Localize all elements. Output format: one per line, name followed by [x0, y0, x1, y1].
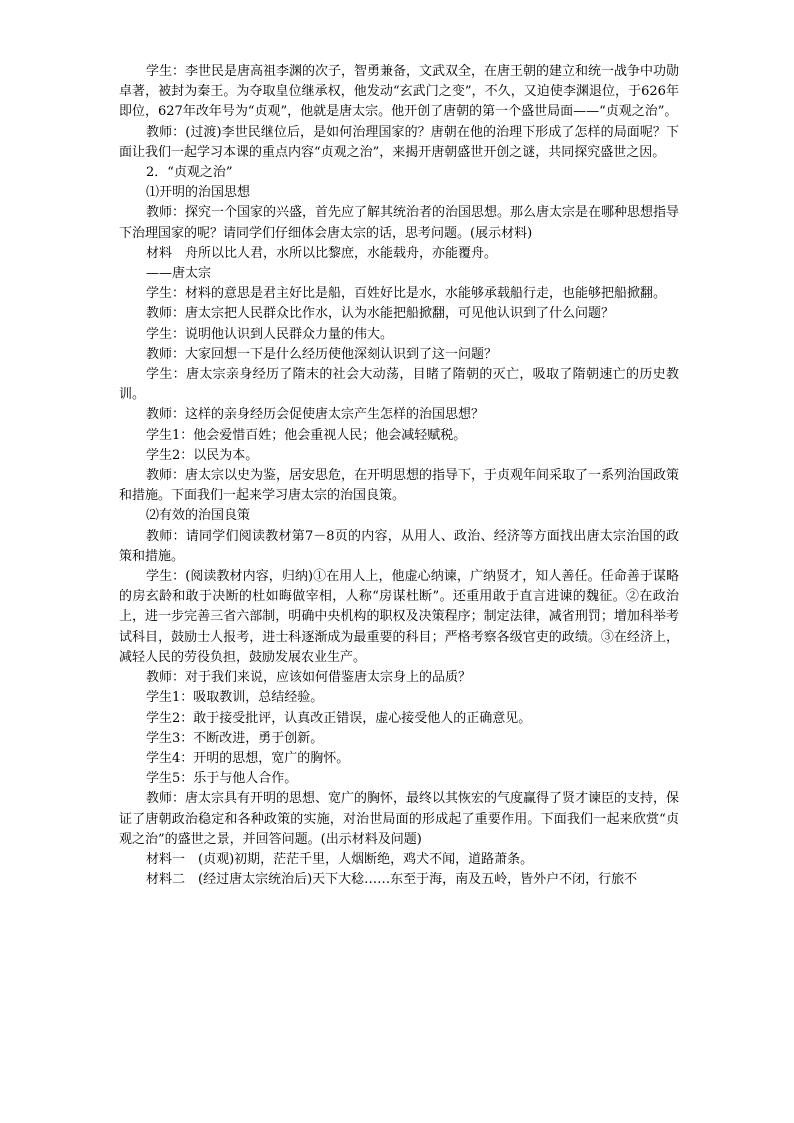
paragraph-teacher-thought: 教师：探究一个国家的兴盛，首先应了解其统治者的治国思想。那么唐太宗是在哪种思想指导下治理国家的呢？请同学们仔细体会唐太宗的话，思考问题。(展示材料): [119, 205, 680, 241]
paragraph-student3-lesson: 学生3：不断改进，勇于创新。: [146, 730, 324, 746]
document-page: [119, 62, 679, 890]
paragraph-student5-lesson: 学生5：乐于与他人合作。: [146, 771, 298, 787]
paragraph-teacher-question-3: 教师：这样的亲身经历会促使唐太宗产生怎样的治国思想？: [146, 407, 485, 423]
paragraph-student-intro: 学生：李世民是唐高祖李渊的次子，智勇兼备，文武双全，在唐王朝的建立和统一战争中功勋卓著，被封为秦王。为夺取皇位继承权，他发动“玄武门之变”，不久，又迫使李渊退位，于626年即位，627年改年号为“贞观”，他就是唐太宗。他开创了唐朝的第一个盛世局面——“贞观之治”。: [119, 64, 680, 120]
paragraph-quote-attribution: ——唐太宗: [146, 266, 212, 282]
paragraph-teacher-question-2: 教师：大家回想一下是什么经历使他深刻认识到了这一问题？: [146, 346, 498, 362]
paragraph-student-answer-1: 学生：说明他认识到人民群众力量的伟大。: [146, 326, 394, 342]
paragraph-teacher-summary-2: 教师：唐太宗具有开明的思想、宽广的胸怀，最终以其恢宏的气度赢得了贤才谏臣的支持，保证了唐朝政治稳定和各种政策的实施，对治世局面的形成起了重要作用。下面我们一起来欣赏“贞观之治”的盛世之景，并回答问题。(出示材料及问题): [119, 791, 680, 847]
paragraph-material-one: 材料一 (贞观)初期，茫茫千里，人烟断绝，鸡犬不闻，道路萧条。: [146, 851, 534, 867]
paragraph-teacher-question-1: 教师：唐太宗把人民群众比作水，认为水能把船掀翻，可见他认识到了什么问题？: [146, 306, 615, 322]
paragraph-student1-answer: 学生1：他会爱惜百姓；他会重视人民；他会减轻赋税。: [146, 427, 467, 443]
paragraph-student-meaning: 学生：材料的意思是君主好比是船，百姓好比是水，水能够承载船行走，也能够把船掀翻。: [146, 286, 667, 302]
paragraph-material-two: 材料二 (经过唐太宗统治后)天下大稔……东至于海，南及五岭，皆外户不闭，行旅不: [146, 872, 638, 888]
paragraph-material-quote: 材料 舟所以比人君，水所以比黎庶，水能载舟，亦能覆舟。: [146, 245, 498, 261]
paragraph-student2-lesson: 学生2：敢于接受批评，认真改正错误，虚心接受他人的正确意见。: [146, 710, 532, 726]
subheading-policies: ⑵有效的治国良策: [146, 508, 251, 524]
paragraph-teacher-summary-1: 教师：唐太宗以史为鉴，居安思危，在开明思想的指导下，于贞观年间采取了一系列治国政策和措施。下面我们一起来学习唐太宗的治国良策。: [119, 468, 680, 504]
paragraph-teacher-transition: 教师：(过渡)李世民继位后，是如何治理国家的？唐朝在他的治理下形成了怎样的局面呢？下面让我们一起学习本课的重点内容“贞观之治”，来揭开唐朝盛世开创之谜，共同探究盛世之因。: [119, 124, 679, 160]
section-heading-zhenguan: 2．“贞观之治”: [146, 165, 233, 181]
paragraph-student-answer-2: 学生：唐太宗亲身经历了隋末的社会大动荡，目睹了隋朝的灭亡，吸取了隋朝速亡的历史教训。: [119, 367, 679, 403]
paragraph-teacher-reading: 教师：请同学们阅读教材第7－8页的内容，从用人、政治、经济等方面找出唐太宗治国的政策和措施。: [119, 528, 679, 564]
paragraph-student-summary: 学生：(阅读教材内容，归纳)①在用人上，他虚心纳谏，广纳贤才，知人善任。任命善于谋略的房玄龄和敢于决断的杜如晦做宰相，人称“房谋杜断”。还重用敢于直言进谏的魏征。②在政治上，进一步完善三省六部制，明确中央机构的职权及决策程序；制定法律，减省刑罚；增加科举考试科目，鼓励士人报考，进士科逐渐成为最重要的科目；严格考察各级官吏的政绩。③在经济上，减轻人民的劳役负担，鼓励发展农业生产。: [119, 569, 679, 665]
paragraph-teacher-question-4: 教师：对于我们来说，应该如何借鉴唐太宗身上的品质？: [146, 670, 472, 686]
paragraph-student4-lesson: 学生4：开明的思想，宽广的胸怀。: [146, 750, 350, 766]
subheading-governing-thought: ⑴开明的治国思想: [146, 185, 251, 201]
paragraph-student2-answer: 学生2：以民为本。: [146, 447, 259, 463]
paragraph-student1-lesson: 学生1：吸取教训，总结经验。: [146, 690, 324, 706]
